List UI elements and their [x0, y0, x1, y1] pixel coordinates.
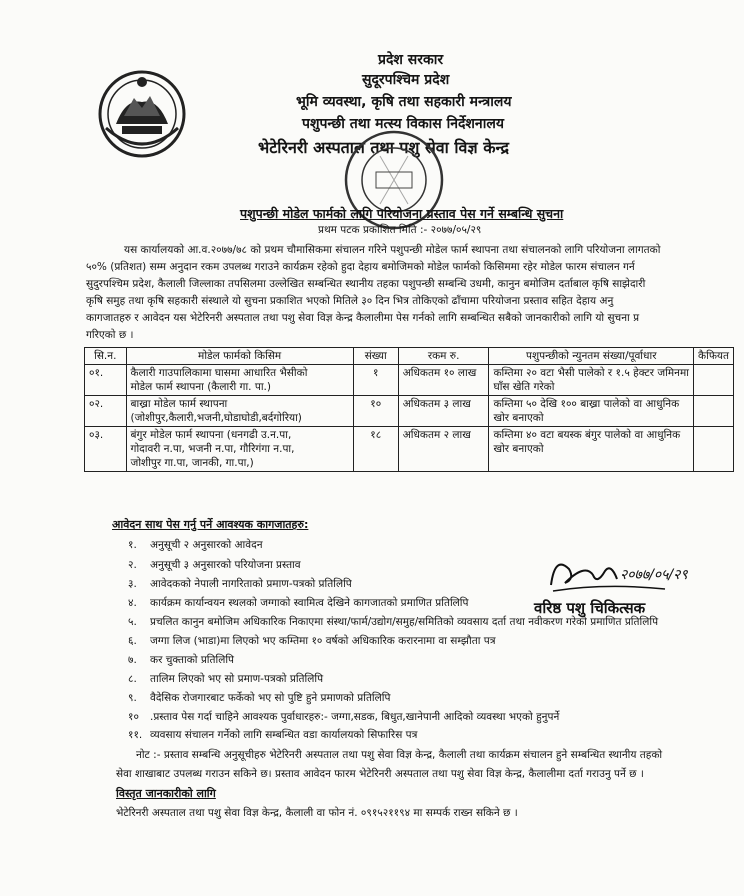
cell-requirement-line: कम्तिमा ५० देखि १०० बाख्रा पालेको वा आधुनिक	[493, 398, 680, 410]
header-ministry: भूमि व्यवस्था, कृषि तथा सहकारी मन्त्रालय	[296, 94, 512, 110]
header-government: प्रदेश सरकार	[378, 52, 444, 68]
documents-heading: आवेदन साथ पेस गर्नु पर्ने आवश्यक कागजातहरु:	[112, 518, 309, 531]
body-line: कृषि समुह तथा कृषि सहकारी संस्थाले यो सुचना प्रकाशित भएको मितिले ३० दिन भित्र तोकिएको ढाँचामा परियोजना प्रस्ताव सहित देहाय अनु	[86, 295, 614, 307]
cell-remarks	[694, 396, 734, 427]
cell-type-line: मोडेल फार्म स्थापना (कैलारी गा. पा.)	[130, 381, 271, 393]
list-number: १.	[128, 539, 137, 551]
footer-contact: भेटेरिनरी अस्पताल तथा पशु सेवा विज्ञ केन्द्र, कैलाली वा फोन नं. ०९१५२११९४ मा सम्पर्क राख्न सकिने छ ।	[116, 807, 518, 819]
body-line: कागजातहरु र आवेदन यस भेटेरिनरी अस्पताल तथा पशु सेवा विज्ञ केन्द्र कैलालीमा पेस गर्नको लागि सम्बन्धित सबैको जानकारीको लागि यो सुचना प्र	[86, 312, 640, 324]
list-item	[128, 710, 559, 724]
body-line: गरिएको छ ।	[86, 329, 134, 341]
list-item	[128, 653, 234, 667]
table-header-row	[85, 348, 734, 365]
col-header-type: मोडेल फार्मको किसिम	[126, 348, 353, 365]
list-item	[128, 538, 263, 552]
cell-amount: अधिकतम १० लाख	[398, 365, 489, 396]
list-number: ३.	[128, 578, 137, 590]
cell-type-line: कैलारी गाउपालिकामा घासमा आधारित भैसीको	[130, 367, 308, 379]
list-number: ७.	[128, 654, 137, 666]
cell-type-line: (जोशीपुर,कैलारी,भजनी,घोडाघोडी,बर्दगोरिया)	[130, 412, 302, 424]
cell-requirement	[489, 396, 694, 427]
list-text: आवेदकको नेपाली नागरिताको प्रमाण-पत्रको प्रतिलिपि	[150, 578, 352, 590]
list-number: ९.	[128, 692, 137, 704]
cell-sn: ०३.	[85, 427, 127, 472]
col-header-count: संख्या	[353, 348, 398, 365]
body-line: यस कार्यालयको आ.व.२०७७/७८ को प्रथम चौमासिकमा संचालन गरिने पशुपन्छी मोडेल फार्म स्थापना तथा संचालनको लागि परियोजना लागतको	[124, 244, 661, 256]
list-item	[128, 577, 352, 591]
cell-count: १८	[353, 427, 398, 472]
cell-type-line: जोशीपुर गा.पा, जानकी, गा.पा,)	[130, 457, 254, 469]
header-office: भेटेरिनरी अस्पताल तथा पशु सेवा विज्ञ केन्द्र	[258, 138, 509, 157]
col-header-remarks: कैफियत	[694, 348, 734, 365]
footer-heading: विस्तृत जानकारीको लागि	[116, 787, 216, 800]
cell-type-line: बाख्रा मोडेल फार्म स्थापना	[130, 398, 228, 410]
header-directorate: पशुपन्छी तथा मत्स्य विकास निर्देशनालय	[302, 116, 504, 132]
cell-requirement-line: कम्तिमा ४० वटा बयस्क बंगुर पालेको वा आधुनिक	[493, 429, 681, 441]
list-item	[128, 634, 496, 648]
nepal-emblem-icon	[96, 68, 188, 160]
cell-type	[126, 396, 353, 427]
farm-table	[84, 347, 734, 472]
cell-amount: अधिकतम २ लाख	[398, 427, 489, 472]
list-number: १०	[128, 711, 139, 723]
cell-requirement-line: कम्तिमा २० वटा भैसी पालेको र १.५ हेक्टर जमिनमा	[493, 367, 689, 379]
cell-amount: अधिकतम ३ लाख	[398, 396, 489, 427]
list-text: प्रचलित कानुन बमोजिम अधिकारिक निकाएमा संस्था/फार्म/उद्योग/समुह/समितिको व्यवसाय दर्ता तथा नवीकरण गरेको प्रमाणित प्रतिलिपि	[150, 616, 659, 628]
cell-type	[126, 427, 353, 472]
cell-type	[126, 365, 353, 396]
cell-requirement-line: खोर बनाएको	[493, 443, 544, 455]
list-item	[128, 596, 468, 610]
col-header-sn: सि.न.	[85, 348, 127, 365]
cell-requirement-line: घाँस खेति गरेको	[493, 381, 555, 393]
col-header-amount: रकम रु.	[398, 348, 489, 365]
body-line: सुदुरपश्चिम प्रदेश, कैलाली जिल्लाका तपसिलमा उल्लेखित सम्बन्धित स्थानीय तहका पशुपन्छी सम्बन्धि उधमी, कानुन बमोजिम दर्ताबाल कृषि साझेदारी	[86, 278, 646, 290]
signature-date: २०७७/०५/२९	[620, 567, 688, 583]
cell-sn: ०२.	[85, 396, 127, 427]
cell-count: १	[353, 365, 398, 396]
list-item	[128, 691, 390, 705]
cell-requirement-line: खोर बनाएको	[493, 412, 544, 424]
list-item	[128, 728, 417, 742]
notice-title: पशुपन्छी मोडेल फार्मको लागि परियोजना प्रस्ताव पेस गर्ने सम्बन्धि सुचना	[240, 206, 564, 221]
signatory-title: वरिष्ठ पशु चिकित्सक	[534, 599, 646, 617]
list-text: व्यवसाय संचालन गर्नेको लागि सम्बन्धित वडा कार्यालयको सिफारिस पत्र	[150, 729, 418, 741]
list-number: ५.	[128, 616, 137, 628]
list-number: ११.	[128, 729, 143, 741]
list-number: ४.	[128, 597, 137, 609]
col-header-requirement: पशुपन्छीको न्युनतम संख्या/पूर्वाधार	[489, 348, 694, 365]
list-item	[128, 558, 301, 572]
list-number: ८.	[128, 673, 137, 685]
cell-type-line: बंगुर मोडेल फार्म स्थापना (धनगढी उ.न.पा,	[130, 429, 292, 441]
body-line: ५०% (प्रतिशत) सम्म अनुदान रकम उपलब्ध गराउने कार्यक्रम रहेको हुदा देहाय बमोजिमको मोडेल फार्मको किसिममा रहेर मोडेल फारम संचालन गर्न	[86, 261, 635, 273]
list-text: कार्यक्रम कार्यान्वयन स्थलको जग्गाको स्वामित्व देखिने कागजातको प्रमाणित प्रतिलिपि	[150, 597, 469, 609]
cell-requirement	[489, 427, 694, 472]
cell-remarks	[694, 365, 734, 396]
cell-sn: ०१.	[85, 365, 127, 396]
list-text: तालिम लिएको भए सो प्रमाण-पत्रको प्रतिलिपि	[150, 673, 324, 685]
note-line: नोट :- प्रस्ताव सम्बन्धि अनुसूचीहरु भेटेरिनरी अस्पताल तथा पशु सेवा विज्ञ केन्द्र, कैलाली तथा कार्यक्रम संचालन हुने सम्बन्धित स्थानीय तहको	[136, 749, 663, 761]
list-item	[128, 672, 323, 686]
list-text: वैदेसिक रोजगारबाट फर्केको भए सो पुष्टि हुने प्रमाणको प्रतिलिपि	[150, 692, 391, 704]
list-text: अनुसूची ३ अनुसारको परियोजना प्रस्ताव	[150, 559, 301, 571]
note-line: सेवा शाखाबाट उपलब्ध गराउन सकिने छ। प्रस्ताव आवेदन फारम भेटेरिनरी अस्पताल तथा पशु सेवा विज्ञ केन्द्र, कैलालीमा दर्ता गराउनु पर्ने छ ।	[116, 768, 644, 780]
cell-type-line: गोदावरी न.पा, भजनी न.पा, गौरिगंगा न.पा,	[130, 443, 295, 455]
header-province: सुदूरपश्चिम प्रदेश	[362, 72, 450, 88]
list-text: .प्रस्ताव पेस गर्दा चाहिने आवश्यक पुर्वाधारहरु:- जग्गा,सडक, बिधुत,खानेपानी आदिको व्यवस्था भएको हुनुपर्ने	[150, 711, 560, 723]
cell-requirement	[489, 365, 694, 396]
list-number: ६.	[128, 635, 137, 647]
cell-remarks	[694, 427, 734, 472]
cell-count: १०	[353, 396, 398, 427]
published-date: प्रथम पटक प्रकाशित मिति :- २०७७/०५/२९	[318, 224, 482, 236]
list-text: जग्गा लिज (भाडा)मा लिएको भए कम्तिमा १० वर्षको अधिकारिक करारनामा वा सम्झौता पत्र	[150, 635, 496, 647]
table-row	[85, 427, 734, 472]
list-text: अनुसूची २ अनुसारको आवेदन	[150, 539, 263, 551]
list-text: कर चुक्ताको प्रतिलिपि	[150, 654, 235, 666]
table-row	[85, 365, 734, 396]
list-number: २.	[128, 559, 137, 571]
table-row	[85, 396, 734, 427]
